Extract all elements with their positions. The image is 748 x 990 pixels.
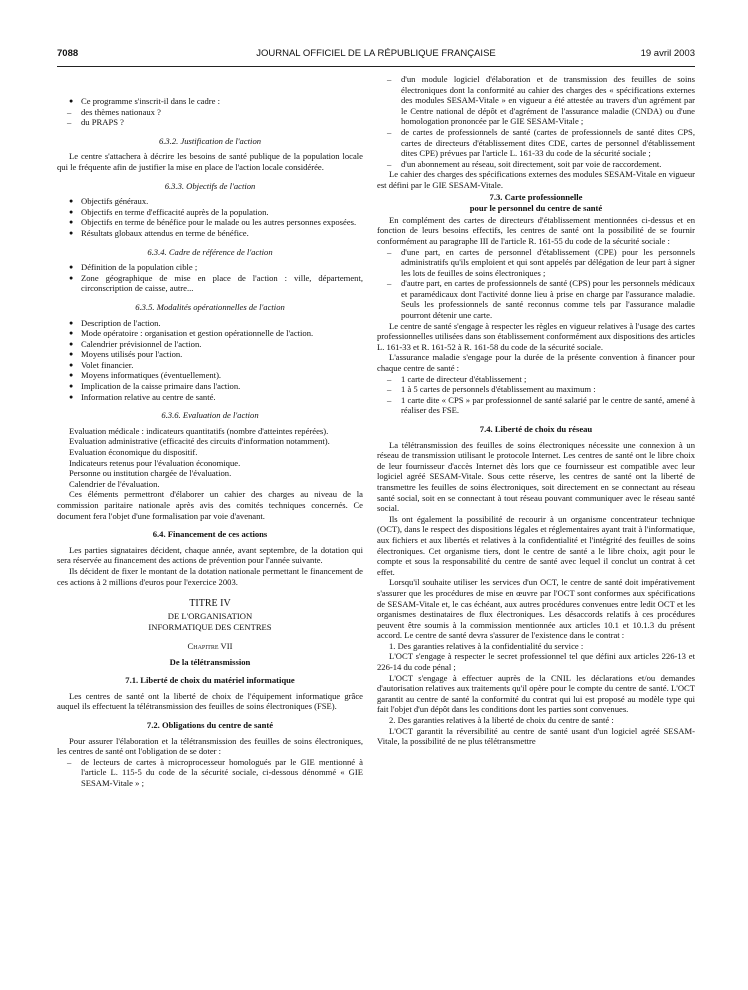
- bullet-item: ● Objectifs en terme d'efficacité auprès de la population.: [57, 207, 363, 218]
- paragraph: 2. Des garanties relatives à la liberté de choix du centre de santé :: [389, 715, 614, 726]
- header-rule: [57, 66, 695, 67]
- bullet-item: ● Ce programme s'inscrit-il dans le cadre :: [57, 96, 363, 107]
- bullet-item: ● Mode opératoire : organisation et gestion opérationnelle de l'action.: [57, 328, 363, 339]
- list-line: Personne ou institution chargée de l'évaluation.: [69, 468, 232, 479]
- bullet-item: ● Information relative au centre de santé.: [57, 392, 363, 403]
- section-heading: Chapitre VII: [187, 640, 233, 651]
- paragraph: L'OCT s'engage à effectuer auprès de la CNIL les déclarations et/ou demandes d'autorisation relatives aux traitements qu'il opère pour le compte du centre de santé. L'OCT garantit au centre de santé la conformité du contrat qui lui est proposé au modèle type qui fait l'objet d'un dépôt dans les conditions dont les parties sont convenues.: [377, 672, 695, 715]
- section-heading: 6.3.3. Objectifs de l'action: [164, 180, 256, 191]
- paragraph: L'assurance maladie s'engage pour la durée de la présente convention à financer pour chaque centre de santé :: [377, 352, 695, 374]
- bullet-item: ● Moyens informatiques (éventuellement).: [57, 370, 363, 381]
- paragraph: La télétransmission des feuilles de soins électroniques nécessite une connexion à un réseau de transmission utilisant le protocole Internet. Les centres de santé ont le libre choix de leur fournisseur d'accès Internet dès lors que ce fournisseur est compatible avec leur logiciel agréé SESAM-Vitale. Sous cette réserve, les centres de santé ont la liberté de transmettre les feuilles de soins électroniques, soit directement en se connectant au réseau santé social, soit en se connectant à tout réseau pouvant communiquer avec le réseau santé social.: [377, 439, 695, 514]
- paragraph: L'OCT garantit la réversibilité au centre de santé usant d'un logiciel agréé SESAM-Vitale, la possibilité de ne plus télétransmettre: [377, 725, 695, 747]
- paragraph: Les parties signataires décident, chaque année, avant septembre, de la dotation qui sera réservée au financement des actions de prévention pour l'année suivante.: [57, 544, 363, 566]
- dash-item: – d'autre part, en cartes de professionnels de santé (CPS) pour les personnels médicaux et paramédicaux dont l'activité donne lieu à prise en charge par l'assurance maladie. Seuls les professionnels de santé reconnus comme tels par l'assurance maladie pourront détenir une carte.: [377, 278, 695, 320]
- paragraph: Le centre de santé s'engage à respecter les règles en vigueur relatives à l'usage des cartes professionnelles utilisées dans son établissement conformément aux dispositions des articles L. 161-33 et R. 161-52 à R. 161-58 du code de la sécurité sociale.: [377, 320, 695, 352]
- page-header: [57, 48, 695, 62]
- paragraph: En complément des cartes de directeurs d'établissement mentionnées ci-dessus et en fonction de leurs besoins effectifs, les centres de santé ont la possibilité de se fournir conformément au paragraphe III de l'article R. 161-55 du code de la sécurité sociale :: [377, 214, 695, 246]
- paragraph: Les centres de santé ont la liberté de choix de l'équipement informatique grâce auquel ils effectuent la télétransmission des feuilles de soins électroniques (FSE).: [57, 690, 363, 712]
- paragraph: L'OCT s'engage à respecter le secret professionnel tel que défini aux articles 226-13 et 226-14 du code pénal ;: [377, 651, 695, 673]
- dash-item: – 1 carte dite « CPS » par professionnel de santé salarié par le centre de santé, amené à réaliser des FSE.: [377, 395, 695, 416]
- bullet-item: ● Zone géographique de mise en place de l'action : ville, département, circonscription de caisse, autre...: [57, 273, 363, 294]
- left-column: [57, 96, 363, 788]
- section-heading: 7.1. Liberté de choix du matériel informatique: [125, 675, 295, 686]
- section-heading: 6.3.5. Modalités opérationnelles de l'action: [135, 301, 285, 312]
- bullet-item: ● Objectifs en terme de bénéfice pour le malade ou les autres personnes exposées.: [57, 217, 363, 228]
- list-line: Indicateurs retenus pour l'évaluation économique.: [69, 457, 241, 468]
- paragraph: Lorsqu'il souhaite utiliser les services d'un OCT, le centre de santé doit impérativement s'assurer que les procédures de mise en œuvre par l'OCT sont conformes aux spécifications de SESAM-Vitale et, le cas échéant, aux autres procédures convenues entre ledit OCT et les organismes destinataires de flux électroniques. Les désaccords relatifs à ces procédures peuvent être soumis à la commission mentionnée aux articles 10.1 et 10.1.3 du présent accord. Le centre de santé devra s'assurer de l'existence dans le contrat :: [377, 577, 695, 641]
- dash-item: – 1 carte de directeur d'établissement ;: [377, 374, 695, 385]
- dash-item: – de lecteurs de cartes à microprocesseur homologués par le GIE mentionné à l'article L. 115-5 du code de la sécurité sociale, ci-dessous dénommé « GIE SESAM-Vitale » ;: [57, 757, 363, 789]
- list-line: Evaluation administrative (efficacité des circuits d'information notamment).: [69, 436, 330, 447]
- section-heading: TITRE IV: [189, 598, 231, 610]
- right-column: [377, 74, 695, 747]
- section-heading: DE L'ORGANISATION: [167, 610, 253, 621]
- paragraph: Pour assurer l'élaboration et la télétransmission des feuilles de soins électroniques, les centres de santé ont l'obligation de se doter :: [57, 735, 363, 757]
- list-line: Evaluation médicale : indicateurs quantitatifs (nombre d'atteintes repérées).: [69, 425, 329, 436]
- journal-title: JOURNAL OFFICIEL DE LA RÉPUBLIQUE FRANÇAISE: [256, 48, 496, 59]
- section-heading: De la télétransmission: [169, 656, 251, 667]
- section-heading: INFORMATIQUE DES CENTRES: [148, 622, 272, 633]
- publication-date: 19 avril 2003: [640, 48, 695, 59]
- bullet-item: ● Résultats globaux attendus en terme de bénéfice.: [57, 228, 363, 239]
- dash-item: – 1 à 5 cartes de personnels d'établissement au maximum :: [377, 384, 695, 395]
- section-heading: 6.4. Financement de ces actions: [152, 529, 268, 540]
- section-heading: 7.2. Obligations du centre de santé: [146, 719, 274, 730]
- list-line: Calendrier de l'évaluation.: [69, 478, 160, 489]
- bullet-item: ● Objectifs généraux.: [57, 196, 363, 207]
- paragraph: Le centre s'attachera à décrire les besoins de santé publique de la population locale qui le fréquente afin de justifier la mise en place de l'action locale considérée.: [57, 151, 363, 172]
- dash-item: – d'un abonnement au réseau, soit directement, soit par voie de raccordement.: [377, 159, 695, 170]
- bullet-item: ● Définition de la population cible ;: [57, 262, 363, 273]
- dash-item: – du PRAPS ?: [57, 117, 363, 128]
- paragraph: Ils décident de fixer le montant de la dotation nationale permettant le financement de ces actions à 2 millions d'euros pour l'exercice 2003.: [57, 565, 363, 587]
- section-heading: pour le personnel du centre de santé: [469, 203, 603, 214]
- section-heading: 6.3.6. Evaluation de l'action: [161, 410, 259, 421]
- dash-item: – des thèmes nationaux ?: [57, 107, 363, 118]
- paragraph: Ils ont également la possibilité de recourir à un organisme concentrateur technique (OCT), dans le respect des dispositions légales et réglementaires ayant trait à l'informatique, aux fichiers et aux libertés et relatives à la confidentialité et l'intégrité des feuilles de soins électroniques. Cet organisme tiers, dont le centre de santé a le libre choix, agit pour le compte et sous la responsabilité du centre de santé avec lequel il conclut un contrat à cet effet.: [377, 513, 695, 577]
- bullet-item: ● Description de l'action.: [57, 318, 363, 329]
- section-heading: 6.3.4. Cadre de référence de l'action: [147, 246, 273, 257]
- bullet-item: ● Implication de la caisse primaire dans l'action.: [57, 381, 363, 392]
- section-heading: 7.4. Liberté de choix du réseau: [479, 424, 593, 434]
- section-heading: 7.3. Carte professionnelle: [489, 191, 583, 202]
- dash-item: – d'un module logiciel d'élaboration et de transmission des feuilles de soins électroniques dont la conformité au cahier des charges des « spécifications externes des modules SESAM-Vitale » en vigueur a été attestée au travers d'un agrément par le Centre national de dépôt et d'agrément de l'assurance maladie (CNDA) ou d'une homologation prononcée par le GIE SESAM-Vitale ;: [377, 74, 695, 127]
- page-number: 7088: [57, 48, 79, 59]
- paragraph: Ces éléments permettront d'élaborer un cahier des charges au niveau de la commission paritaire nationale après avis des comités techniques concernés. Ce document fera l'objet d'une formalisation par voie d'avenant.: [57, 489, 363, 521]
- paragraph: 1. Des garanties relatives à la confidentialité du service :: [389, 640, 584, 651]
- list-line: Evaluation économique du dispositif.: [69, 447, 198, 458]
- bullet-item: ● Calendrier prévisionnel de l'action.: [57, 339, 363, 350]
- bullet-item: ● Moyens utilisés pour l'action.: [57, 349, 363, 360]
- dash-item: – de cartes de professionnels de santé (cartes de professionnels de santé dites CPS, cartes de directeurs d'établissement dites CDE, cartes de personnel d'établissement dites CPE) prévues par l'article L. 161-33 du code de la sécurité sociale ;: [377, 127, 695, 159]
- paragraph: Le cahier des charges des spécifications externes des modules SESAM-Vitale en vigueur est défini par le GIE SESAM-Vitale.: [377, 169, 695, 190]
- dash-item: – d'une part, en cartes de personnel d'établissement (CPE) pour les personnels administratifs qu'ils emploient et qui sont appelés par délégation de leur part à signer les lots de feuilles de soins électroniques ;: [377, 247, 695, 279]
- section-heading: 6.3.2. Justification de l'action: [158, 135, 262, 146]
- bullet-item: ● Volet financier.: [57, 360, 363, 371]
